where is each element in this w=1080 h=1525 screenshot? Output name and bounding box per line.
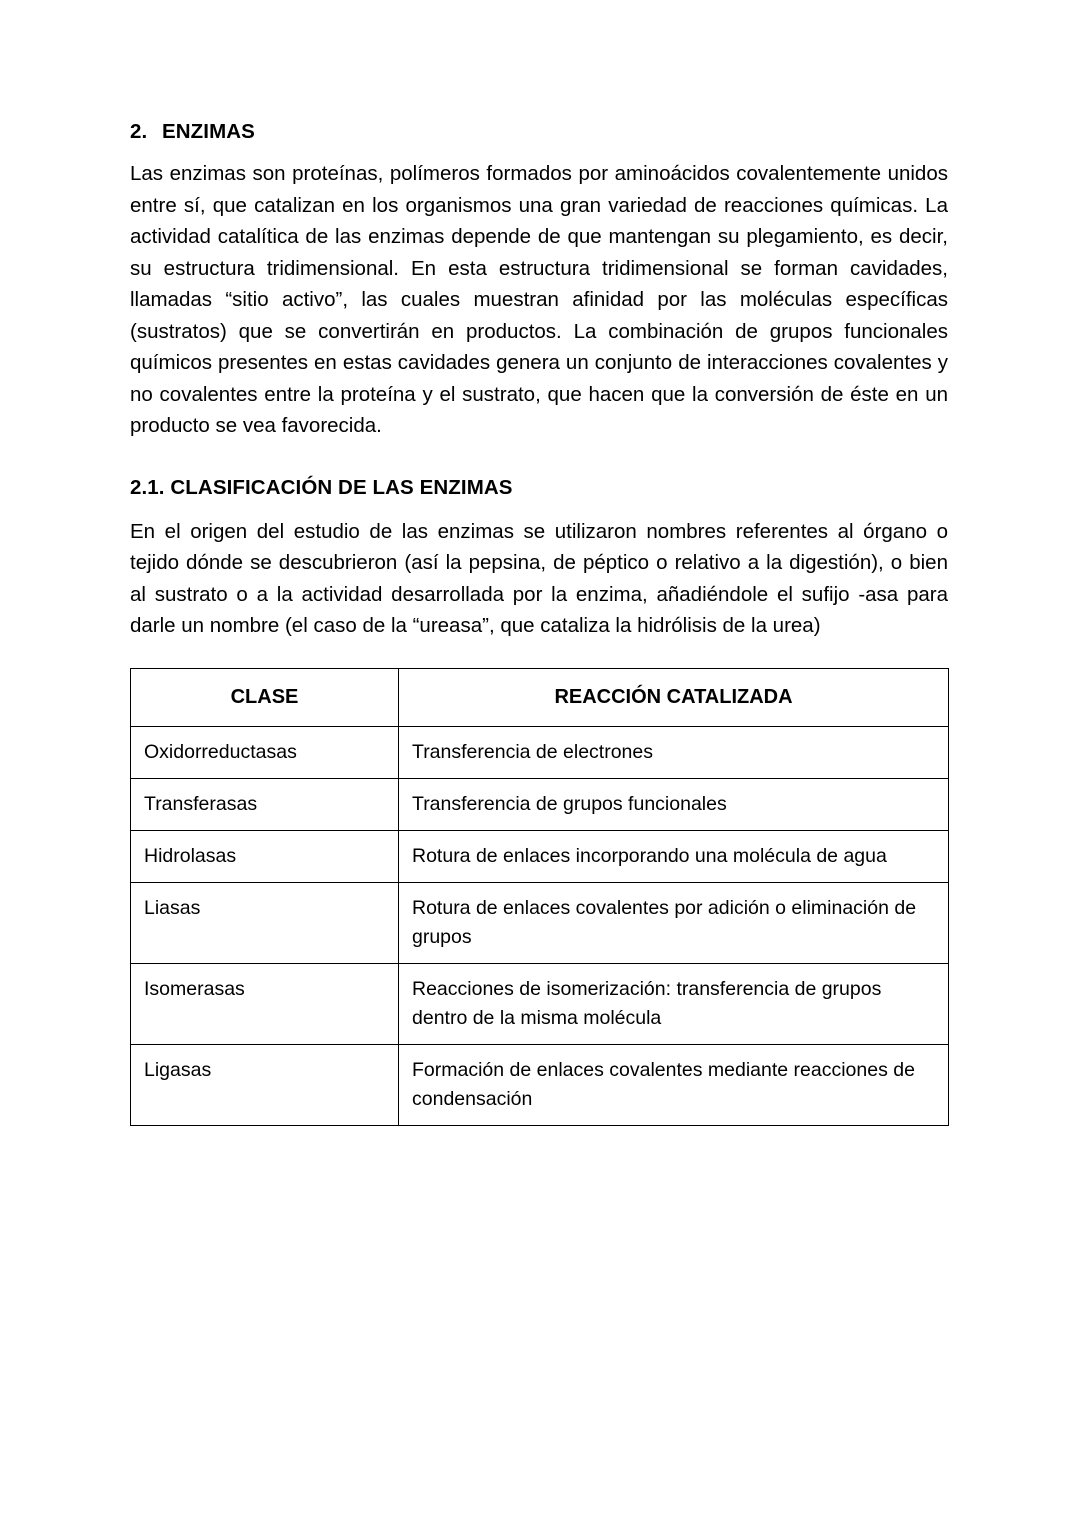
table-row xyxy=(131,882,949,963)
table-cell-reaction: Rotura de enlaces covalentes por adición o eliminación de grupos xyxy=(399,882,949,963)
table-cell-class: Isomerasas xyxy=(131,963,399,1044)
table-cell-reaction: Transferencia de electrones xyxy=(399,726,949,778)
table-cell-reaction: Rotura de enlaces incorporando una molécula de agua xyxy=(399,830,949,882)
section-heading xyxy=(130,120,948,144)
table-cell-class: Liasas xyxy=(131,882,399,963)
table-row xyxy=(131,963,949,1044)
subsection-heading: 2.1. CLASIFICACIÓN DE LAS ENZIMAS xyxy=(130,475,513,499)
subsection-paragraph: En el origen del estudio de las enzimas se utilizaron nombres referentes al órgano o tejido dónde se descubrieron (así la pepsina, de péptico o relativo a la digestión), o bien al sustrato o a la actividad desarrollada por la enzima, añadiéndole el sufijo -asa para darle un nombre (el caso de la “ureasa”, que cataliza la hidrólisis de la urea) xyxy=(130,519,948,637)
section-title: ENZIMAS xyxy=(162,120,255,143)
table-header-row xyxy=(131,668,949,726)
table-row xyxy=(131,726,949,778)
table-row xyxy=(131,778,949,830)
table-cell-class: Transferasas xyxy=(131,778,399,830)
table-header-reaccion: REACCIÓN CATALIZADA xyxy=(399,668,949,726)
section-number: 2. xyxy=(130,120,148,143)
table-row xyxy=(131,1044,949,1125)
enzyme-classification-table xyxy=(130,668,949,1126)
table-cell-reaction: Formación de enlaces covalentes mediante reacciones de condensación xyxy=(399,1044,949,1125)
table-cell-class: Oxidorreductasas xyxy=(131,726,399,778)
table-cell-class: Hidrolasas xyxy=(131,830,399,882)
document-content xyxy=(130,120,948,1126)
table-row xyxy=(131,830,949,882)
table-header-clase: CLASE xyxy=(131,668,399,726)
table-cell-reaction: Reacciones de isomerización: transferencia de grupos dentro de la misma molécula xyxy=(399,963,949,1044)
table-cell-class: Ligasas xyxy=(131,1044,399,1125)
table-cell-reaction: Transferencia de grupos funcionales xyxy=(399,778,949,830)
section-paragraph: Las enzimas son proteínas, polímeros formados por aminoácidos covalentemente unidos entre sí, que catalizan en los organismos una gran variedad de reacciones químicas. La actividad catalítica de las enzimas depende de que mantengan su plegamiento, es decir, su estructura tridimensional. En esta estructura tridimensional se forman cavidades, llamadas “sitio activo”, las cuales muestran afinidad por las moléculas específicas (sustratos) que se convertirán en productos. La combinación de grupos funcionales químicos presentes en estas cavidades genera un conjunto de interacciones covalentes y no covalentes entre la proteína y el sustrato, que hacen que la conversión de éste en un producto se vea favorecida. xyxy=(130,162,948,437)
